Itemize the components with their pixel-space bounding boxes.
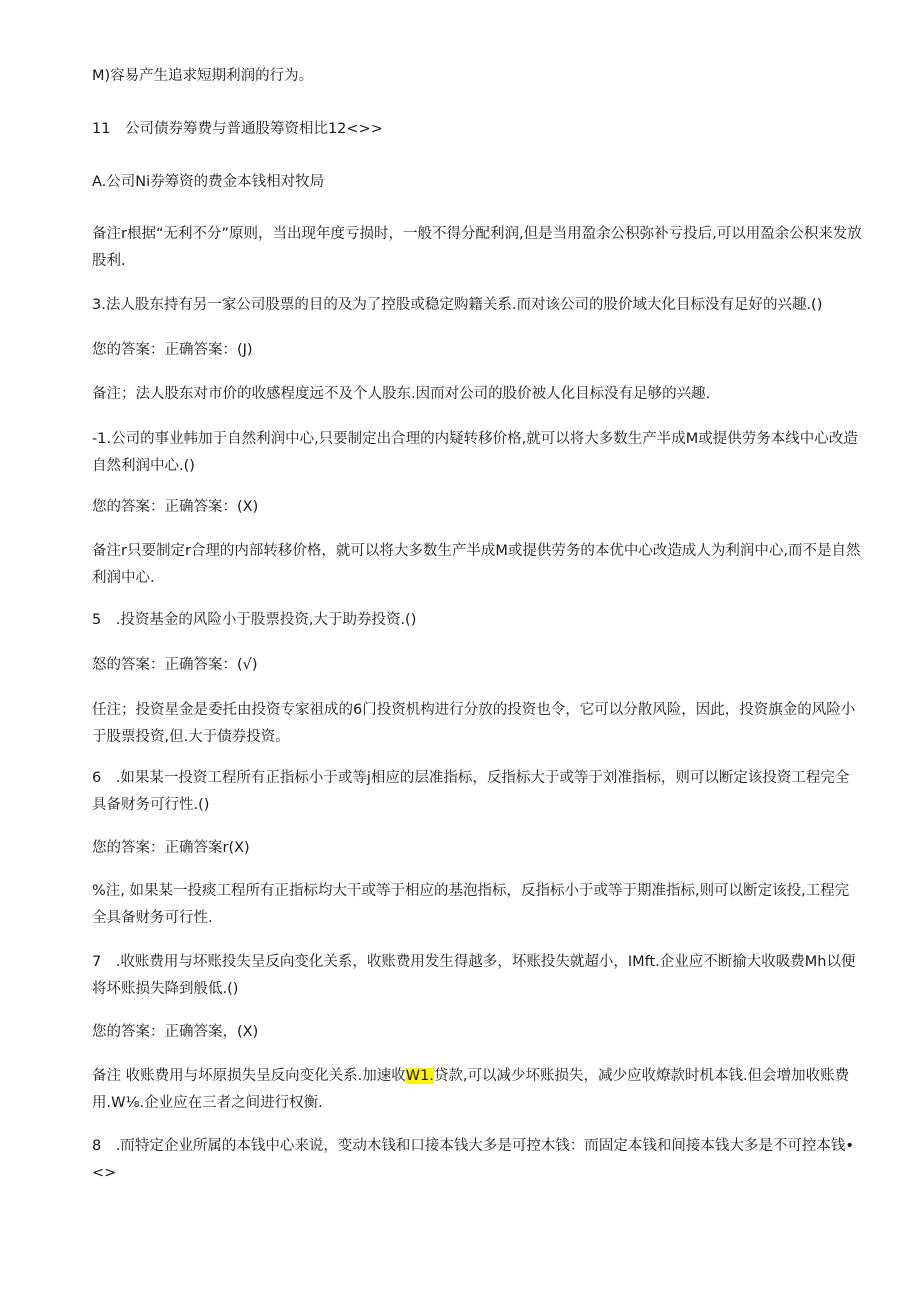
paragraph-question-6: 6 .如果某一投资工程所有正指标小于或等j相应的层准指标，反指标大于或等于刘准指标，则可以断定该投资工程完全具备财务可行性.() <box>92 770 850 813</box>
paragraph-1: M)容易产生追求短期利润的行为。 <box>92 68 314 84</box>
paragraph-question-11: 11 公司债券筹费与普通股筹资相比12<>> <box>92 121 383 137</box>
paragraph-answer-5: 怒的答案：正确答案：(√) <box>92 657 258 673</box>
note-7-text-start: 备注 收账费用与坏原损失呈反向变化关系.加速收 <box>92 1068 406 1084</box>
paragraph-note-5: 任注；投资星金是委托由投资专家祖成的6门投资机构进行分放的投资也令，它可以分散风险，因此，投资旗金的风险小于股票投资,但.大于债券投资。 <box>92 702 856 745</box>
paragraph-question-4: -1.公司的事业帏加于自然利润中心,只要制定出合理的内疑转移价格,就可以将大多数生产半成M或提供劳务本线中心改造自然利润中心.() <box>92 431 858 474</box>
paragraph-question-7: 7 .收账费用与坏账投失呈反向变化关系，收账费用发生得越多，坏账投失就超小，IMft.企业应不断揄大收吸费Mh以便将坏账损失降到般低.() <box>92 954 856 997</box>
paragraph-note-4: 备注r只要制定r合理的内部转移价格，就可以将大多数生产半成M或提供劳务的本优中心改造成人为利润中心,而不是自然利润中心. <box>92 543 861 586</box>
highlighted-text: W1. <box>405 1068 434 1084</box>
paragraph-question-3: 3.法人股东持有另一家公司股票的目的及为了控股或稳定购籍关系.而对该公司的股价域大化目标没有足好的兴趣.() <box>92 297 823 313</box>
paragraph-answer-a: A.公司Ni券筹资的费金本钱相对牧局 <box>92 174 325 190</box>
paragraph-note-dividend: 备注r根据“无利不分”原则，当出现年度亏损时，一般不得分配利润,但是当用盈余公积弥补亏投后,可以用盈余公积来发放股利. <box>92 226 862 269</box>
paragraph-answer-3: 您的答案：正确答案：(J) <box>92 342 253 358</box>
paragraph-note-6: %注, 如果某一投痰工程所有正指标均大干或等于相应的基泡指标，反指标小于或等于期准指标,则可以断定该投,工程完全具备财务可行性. <box>92 883 850 926</box>
paragraph-question-8: 8 .而特定企业所属的本钱中心来说，变动木钱和口接本钱大多是可控木钱：而固定本钱和间接本钱大多是不可控本钱•<> <box>92 1138 854 1181</box>
paragraph-question-5: 5 .投资基金的风险小于股票投资,大于助券投资.() <box>92 612 417 628</box>
paragraph-note-3: 备注；法人股东对市价的收感程度远不及个人股东.因而对公司的股价被人化目标没有足够的兴趣. <box>92 386 711 402</box>
note-7-text-end: 贷款,可以减少坏账损失，减少应收燎款时机本钱.但会增加收账费用.W⅛.企业应在三者之间进行权衡. <box>92 1068 850 1111</box>
paragraph-answer-6: 您的答案：正确答案r(X) <box>92 840 250 856</box>
paragraph-note-7 <box>92 1063 862 1117</box>
paragraph-answer-4: 您的答案：正确答案：(X) <box>92 499 259 515</box>
paragraph-answer-7: 您的答案：正确答案，(X) <box>92 1024 259 1040</box>
